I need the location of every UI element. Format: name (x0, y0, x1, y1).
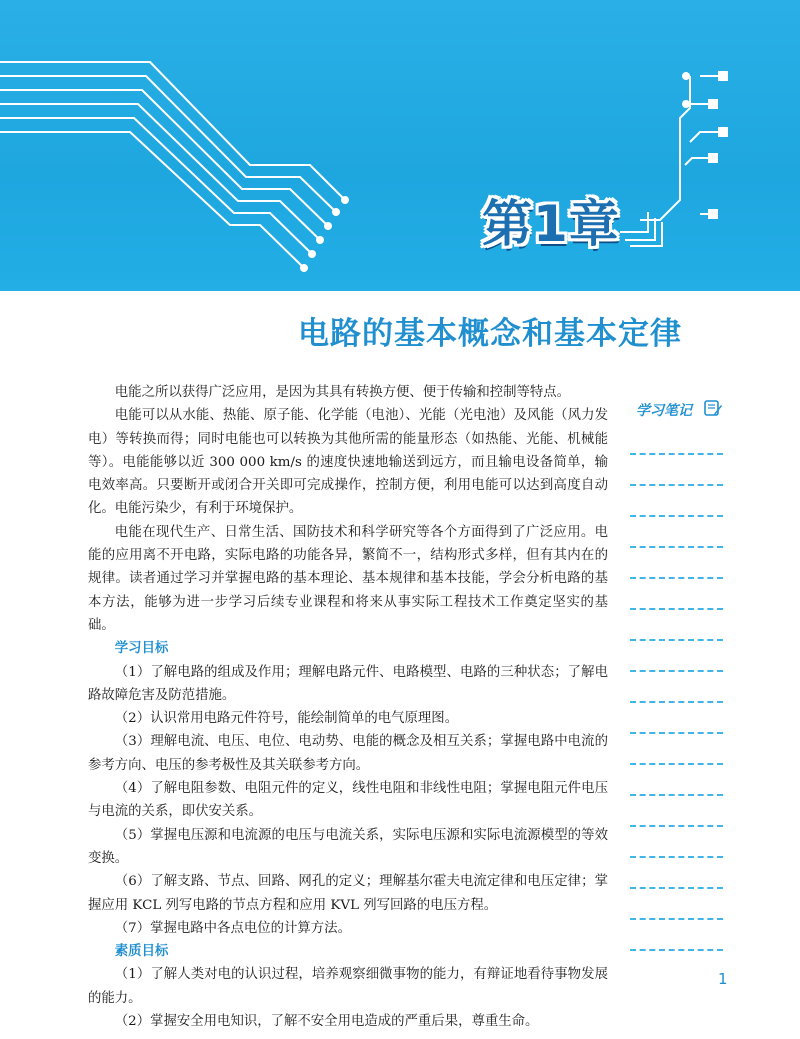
learning-goal-item: （5）掌握电压源和电流源的电压与电流关系，实际电压源和实际电流源模型的等效变换。 (88, 827, 608, 866)
notes-line (630, 949, 723, 951)
chapter-number-label: 第1章 (482, 195, 620, 253)
notes-line (630, 887, 723, 889)
main-text (88, 381, 608, 1033)
notes-line (630, 856, 723, 858)
circuit-traces-decoration (0, 0, 800, 291)
learning-goals-heading: 学习目标 (114, 641, 169, 657)
learning-goal-item: （4）了解电阻参数、电阻元件的定义，线性电阻和非线性电阻；掌握电阻元件电压与电流的关系，即伏安关系。 (88, 781, 608, 820)
notes-line (630, 608, 723, 610)
learning-goal-item: （3）理解电流、电压、电位、电动势、电能的概念及相互关系；掌握电路中电流的参考方向、电压的参考极性及其关联参考方向。 (88, 734, 608, 773)
notes-line (630, 577, 723, 579)
learning-goal-item: （1）了解电路的组成及作用；理解电路元件、电路模型、电路的三种状态；了解电路故障危害及防范措施。 (88, 664, 608, 703)
notes-line (630, 825, 723, 827)
notes-line (630, 732, 723, 734)
page-number: 1 (718, 970, 728, 988)
notes-line (630, 794, 723, 796)
learning-goal-item: （2）认识常用电路元件符号，能绘制简单的电气原理图。 (114, 711, 459, 727)
notes-line (630, 484, 723, 486)
quality-goal-item: （1）了解人类对电的认识过程，培养观察细微事物的能力，有辩证地看待事物发展的能力。 (88, 967, 608, 1006)
notes-line (630, 453, 723, 455)
learning-goal-item: （7）掌握电路中各点电位的计算方法。 (114, 920, 351, 936)
notes-line (630, 918, 723, 920)
notes-line (630, 546, 723, 548)
quality-goal-item: （2）掌握安全用电知识，了解不安全用电造成的严重后果，尊重生命。 (114, 1014, 539, 1030)
intro-paragraph: 电能在现代生产、日常生活、国防技术和科学研究等各个方面得到了广泛应用。电能的应用离不开电路，实际电路的功能各异，繁简不一，结构形式多样，但有其内在的规律。读者通过学习并掌握电路的基本理论、基本规律和基本技能，学会分析电路的基本方法，能够为进一步学习后续专业课程和将来从事实际工程技术工作奠定坚实的基础。 (88, 524, 608, 633)
notes-line (630, 515, 723, 517)
intro-paragraph: 电能可以从水能、热能、原子能、化学能（电池）、光能（光电池）及风能（风力发电）等转换而得；同时电能也可以转换为其他所需的能量形态（如热能、光能、机械能等）。电能能够以近 300 000 km/s 的速度快速地输送到远方，而且输电设备简单，输电效率高。只要断开或闭合开关即可完成操作，控制方便，利用电能可以达到高度自动化。电能污染少，有利于环境保护。 (88, 408, 608, 517)
chapter-title: 电路的基本概念和基本定律 (298, 316, 682, 352)
notebook-pen-icon (703, 398, 723, 418)
notes-line (630, 670, 723, 672)
study-notes-label: 学习笔记 (636, 403, 692, 419)
learning-goal-item: （6）了解支路、节点、回路、网孔的定义；理解基尔霍夫电流定律和电压定律；掌握应用 KCL 列写电路的节点方程和应用 KVL 列写回路的电压方程。 (88, 874, 608, 913)
quality-goals-heading: 素质目标 (114, 944, 169, 960)
intro-paragraph: 电能之所以获得广泛应用，是因为其具有转换方便、便于传输和控制等特点。 (114, 385, 571, 400)
notes-line (630, 639, 723, 641)
notes-line (630, 763, 723, 765)
chapter-banner (0, 0, 800, 291)
notes-line (630, 701, 723, 703)
